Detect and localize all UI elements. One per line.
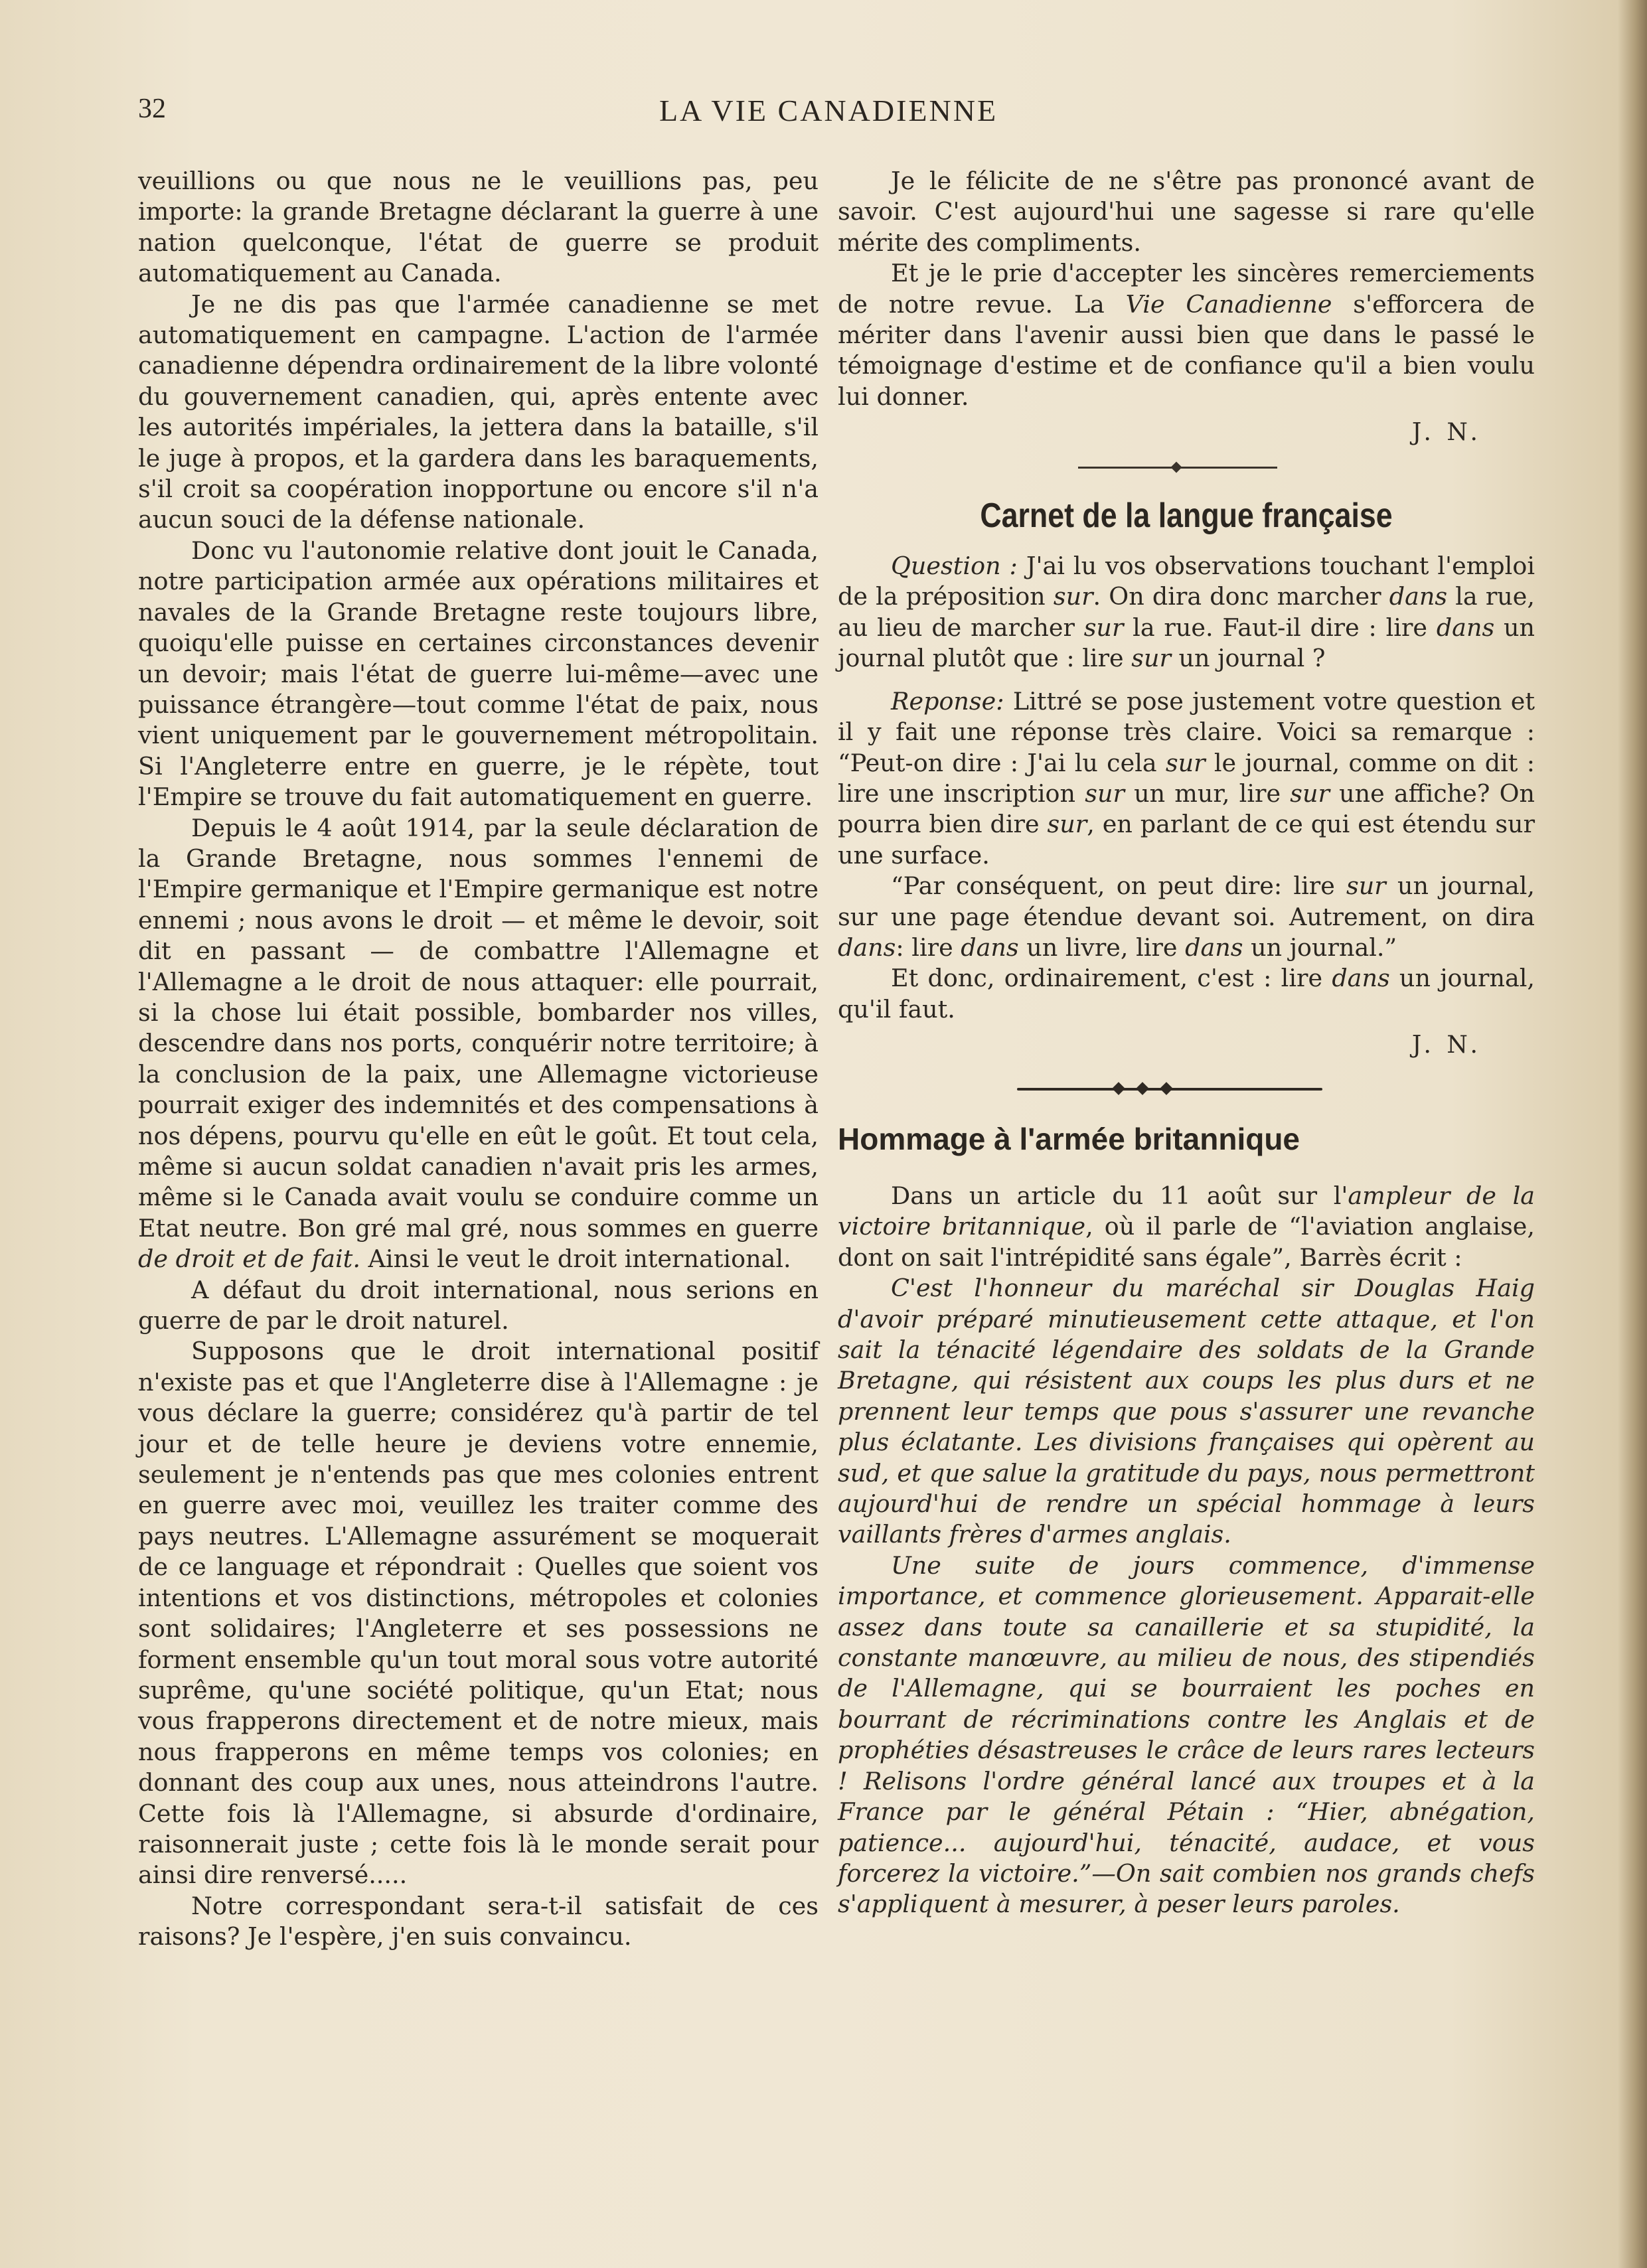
- quote-paragraph: [838, 1273, 1535, 1550]
- paragraph: A défaut du droit international, nous serions en guerre de par le droit naturel.: [138, 1275, 819, 1335]
- italic-word: sur: [1083, 613, 1124, 642]
- quote-paragraph: [838, 871, 1535, 963]
- italic-phrase: de droit et de fait.: [138, 1245, 360, 1274]
- paragraph: [838, 258, 1535, 412]
- quote-paragraph: [838, 1550, 1535, 1920]
- text-run: un journal.”: [1243, 933, 1397, 962]
- italic-word: dans: [961, 933, 1019, 962]
- paragraph-text: Ainsi le veut le droit international.: [360, 1245, 791, 1274]
- divider-ornament: [1112, 1082, 1125, 1095]
- italic-word: sur: [1290, 779, 1330, 808]
- italic-word: dans: [1185, 933, 1243, 962]
- answer-label: Reponse:: [891, 686, 1004, 716]
- section-divider: [838, 1075, 1535, 1104]
- divider-ornament: [1171, 461, 1182, 473]
- running-title: LA VIE CANADIENNE: [659, 94, 998, 127]
- italic-word: dans: [1389, 582, 1448, 611]
- conclusion-paragraph: [838, 963, 1535, 1025]
- text-run: Dans un article du 11 août sur l': [891, 1181, 1348, 1210]
- italic-word: sur: [1131, 644, 1171, 673]
- text-run: la rue. Faut-il dire : lire: [1123, 613, 1437, 642]
- section-heading: Carnet de la langue française: [980, 496, 1393, 535]
- right-column: [838, 166, 1535, 1920]
- text-run: : lire: [896, 933, 961, 962]
- divider-ornament: [1136, 1082, 1149, 1095]
- text-run: . On dira donc marcher: [1093, 582, 1389, 611]
- italic-quote: C'est l'honneur du maréchal sir Douglas Haig d'avoir préparé minutieusement cette attaque, et l'on sait la ténacité légendaire des soldats de la Grande Bretagne, qui résistent aux coups les plus durs et ne prennent leur temps que pous s'assurer une revanche plus éclatante. Les divisions françaises qui opèrent au sud, et que salue la gratitude du pays, nous permettront aujourd'hui de rendre un spécial hommage à leurs vaillants frères d'armes anglais.: [838, 1274, 1535, 1549]
- text-run: “Par conséquent, on peut dire: lire: [891, 871, 1347, 901]
- text-run: , où il parle de “l'aviation anglaise, dont on sait l'intrépidité sans égale”, Barrès écrit :: [838, 1212, 1535, 1272]
- italic-word: dans: [838, 933, 896, 962]
- text-run: un journal plutôt que : lire: [838, 613, 1535, 673]
- answer-paragraph: [838, 686, 1535, 871]
- italic-word: sur: [1047, 810, 1087, 839]
- text-run: un journal, sur une page étendue devant soi. Autrement, on dira: [838, 871, 1535, 931]
- section-divider: [838, 454, 1535, 481]
- review-title: Vie Canadienne: [1125, 289, 1332, 319]
- text-run: Littré se pose justement votre question et il y fait une réponse très claire. Voici sa remarque : “Peut-on dire : J'ai lu cela: [838, 686, 1535, 777]
- left-column: [138, 166, 819, 1953]
- italic-word: sur: [1165, 748, 1206, 777]
- paragraph: veuillions ou que nous ne le veuillions pas, peu importe: la grande Bretagne déclarant la guerre à une nation quelconque, l'état de guerre se produit automatiquement au Canada.: [138, 167, 819, 288]
- italic-word: sur: [1053, 582, 1093, 611]
- italic-word: dans: [1332, 964, 1390, 993]
- italic-phrase: ampleur de la victoire britannique: [838, 1181, 1535, 1241]
- paragraph-text: s'efforcera de mériter dans l'avenir aussi bien que dans le passé le témoignage d'estime et de confiance qu'il a bien voulu lui donner.: [838, 289, 1535, 411]
- italic-word: sur: [1085, 779, 1125, 808]
- paragraph: [138, 813, 819, 1275]
- page-number: 32: [138, 94, 166, 124]
- paragraph: Je ne dis pas que l'armée canadienne se met automatiquement en campagne. L'action de l'armée canadienne dépendra ordinairement de la libre volonté du gouvernement canadien, qui, après entente avec les autorités impériales, la jettera dans la bataille, s'il le juge à propos, et la gardera dans les baraquements, s'il croit sa coopération inopportune ou encore s'il n'a aucun souci de la défense nationale.: [138, 289, 819, 534]
- italic-word: dans: [1436, 613, 1495, 642]
- intro-paragraph: [838, 1181, 1535, 1273]
- text-run: un mur, lire: [1124, 779, 1291, 808]
- text-run: Et donc, ordinairement, c'est : lire: [891, 964, 1332, 993]
- text-run: J'ai lu vos observations touchant l'emploi de la préposition: [838, 552, 1535, 611]
- question-label: Question :: [891, 552, 1018, 581]
- text-run: , en parlant de ce qui est étendu sur une surface.: [838, 810, 1535, 869]
- page-edge-shadow: [1618, 0, 1647, 2268]
- page-header: [138, 93, 1519, 139]
- text-run: un journal, qu'il faut.: [838, 964, 1535, 1023]
- text-run: un livre, lire: [1018, 933, 1186, 962]
- text-run: le journal, comme on dit : lire une inscription: [838, 748, 1535, 808]
- signature: J. N.: [1411, 419, 1482, 447]
- paragraph-text: Et je le prie d'accepter les sincères remerciements de notre revue. La: [838, 259, 1535, 319]
- italic-word: sur: [1346, 871, 1386, 901]
- paragraph: Supposons que le droit international positif n'existe pas et que l'Angleterre dise à l'Allemagne : je vous déclare la guerre; considérez qu'à partir de tel jour et de telle heure je deviens votre ennemie, seulement je n'entends pas que mes colonies entrent en guerre avec moi, veuillez les traiter comme des pays neutres. L'Allemagne assurément se moquerait de ce language et répondrait : Quelles que soient vos intentions et vos distinctions, métropoles et colonies sont solidaires; l'Angleterre et ses possessions ne forment ensemble qu'un tout moral sous votre autorité suprême, qu'une société politique, qu'un Etat; nous vous frapperons directement et de notre mieux, mais nous frapperons en même temps vos colonies; en donnant des coup aux unes, nous atteindrons l'autre. Cette fois là l'Allemagne, si absurde d'ordinaire, raisonnerait juste ; cette fois là le monde serait pour ainsi dire renversé.....: [138, 1337, 819, 1890]
- divider-ornament: [1160, 1082, 1173, 1095]
- italic-quote: Une suite de jours commence, d'immense importance, et commence glorieusement. Apparait-elle assez dans toute sa canaillerie et sa stupidité, la constante manœuvre, au milieu de nous, des stipendiés de l'Allemagne, qui se bourraient les poches en bourrant de récriminations contre les Anglais et de prophéties désastreuses le crâce de leurs rares lecteurs ! Relisons l'ordre général lancé aux troupes et à la France par le général Pétain : “Hier, abnégation, patience... aujourd'hui, ténacité, audace, et vous forcerez la victoire.”—On sait combien nos grands chefs s'appliquent à mesurer, à peser leurs paroles.: [838, 1550, 1535, 1919]
- text-run: la rue, au lieu de marcher: [838, 582, 1535, 642]
- question-paragraph: [838, 551, 1535, 674]
- signature: J. N.: [1411, 1031, 1482, 1059]
- paragraph: Donc vu l'autonomie relative dont jouit le Canada, notre participation armée aux opérations militaires et navales de la Grande Bretagne reste toujours libre, quoiqu'elle puisse en certaines circonstances devenir un devoir; mais l'état de guerre lui-même—avec une puissance étrangère—tout comme l'état de paix, nous vient uniquement par le gouvernement métropolitain. Si l'Angleterre entre en guerre, je le répète, tout l'Empire se trouve du fait automatiquement en guerre.: [138, 536, 819, 812]
- section-heading: Hommage à l'armée britannique: [838, 1121, 1300, 1156]
- text-run: une affiche? On pourra bien dire: [838, 779, 1535, 839]
- paragraph-text: Depuis le 4 août 1914, par la seule déclaration de la Grande Bretagne, nous sommes l'ennemi de l'Empire germanique et l'Empire germanique est notre ennemi ; nous avons le droit — et même le devoir, soit dit en passant — de combattre l'Allemagne et l'Allemagne a le droit de nous attaquer: elle pourrait, si la chose lui était possible, bombarder nos villes, descendre dans nos ports, conquérir notre territoire; à la conclusion de la paix, une Allemagne victorieuse pourrait exiger des indemnités et des compensations à nos dépens, pourvu qu'elle en eût le goût. Et tout cela, même si aucun soldat canadien n'avait pris les armes, même si le Canada avait voulu se conduire comme un Etat neutre. Bon gré mal gré, nous sommes en guerre: [138, 813, 819, 1243]
- paragraph: Notre correspondant sera-t-il satisfait de ces raisons? Je l'espère, j'en suis convaincu.: [138, 1891, 819, 1951]
- text-run: un journal ?: [1170, 644, 1326, 673]
- paragraph: Je le félicite de ne s'être pas prononcé avant de savoir. C'est aujourd'hui une sagesse si rare qu'elle mérite des compliments.: [838, 167, 1535, 257]
